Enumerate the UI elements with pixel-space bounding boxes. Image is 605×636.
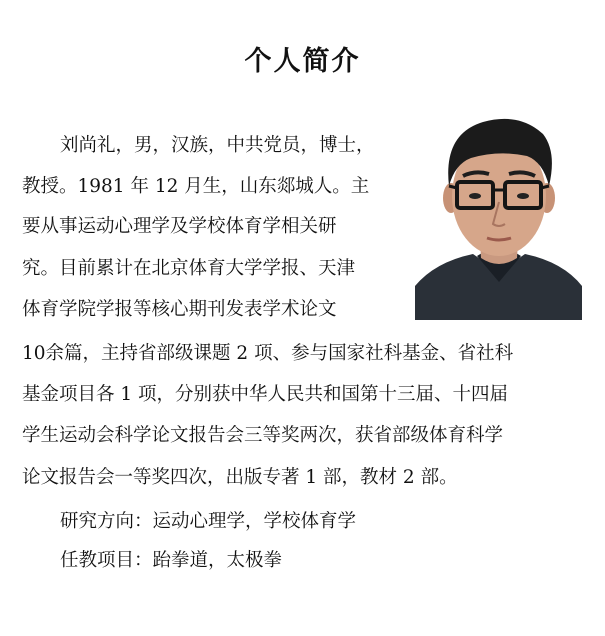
bio-line-4: 究。目前累计在北京体育大学学报、天津 [22, 258, 356, 279]
bio-line-9: 论文报告会一等奖四次，出版专著 1 部，教材 2 部。 [22, 467, 458, 488]
bio-line-5: 体育学院学报等核心期刊发表学术论文 [22, 299, 337, 320]
bio-line-6: 10余篇，主持省部级课题 2 项、参与国家社科基金、省社科 [22, 343, 514, 364]
profile-photo [415, 106, 582, 320]
bio-line-2: 教授。1981 年 12 月生，山东郯城人。主 [22, 176, 370, 197]
bio-line-1: 刘尚礼，男，汉族，中共党员，博士， [60, 135, 375, 156]
research-direction: 研究方向：运动心理学，学校体育学 [60, 511, 357, 532]
person-portrait-icon [415, 106, 582, 320]
bio-line-7: 基金项目各 1 项，分别获中华人民共和国第十三届、十四届 [22, 384, 509, 405]
page-title: 个人简介 [244, 46, 361, 77]
teaching-items: 任教项目：跆拳道，太极拳 [60, 550, 283, 571]
bio-line-8: 学生运动会科学论文报告会三等奖两次，获省部级体育科学 [22, 425, 504, 446]
bio-line-3: 要从事运动心理学及学校体育学相关研 [22, 216, 337, 237]
